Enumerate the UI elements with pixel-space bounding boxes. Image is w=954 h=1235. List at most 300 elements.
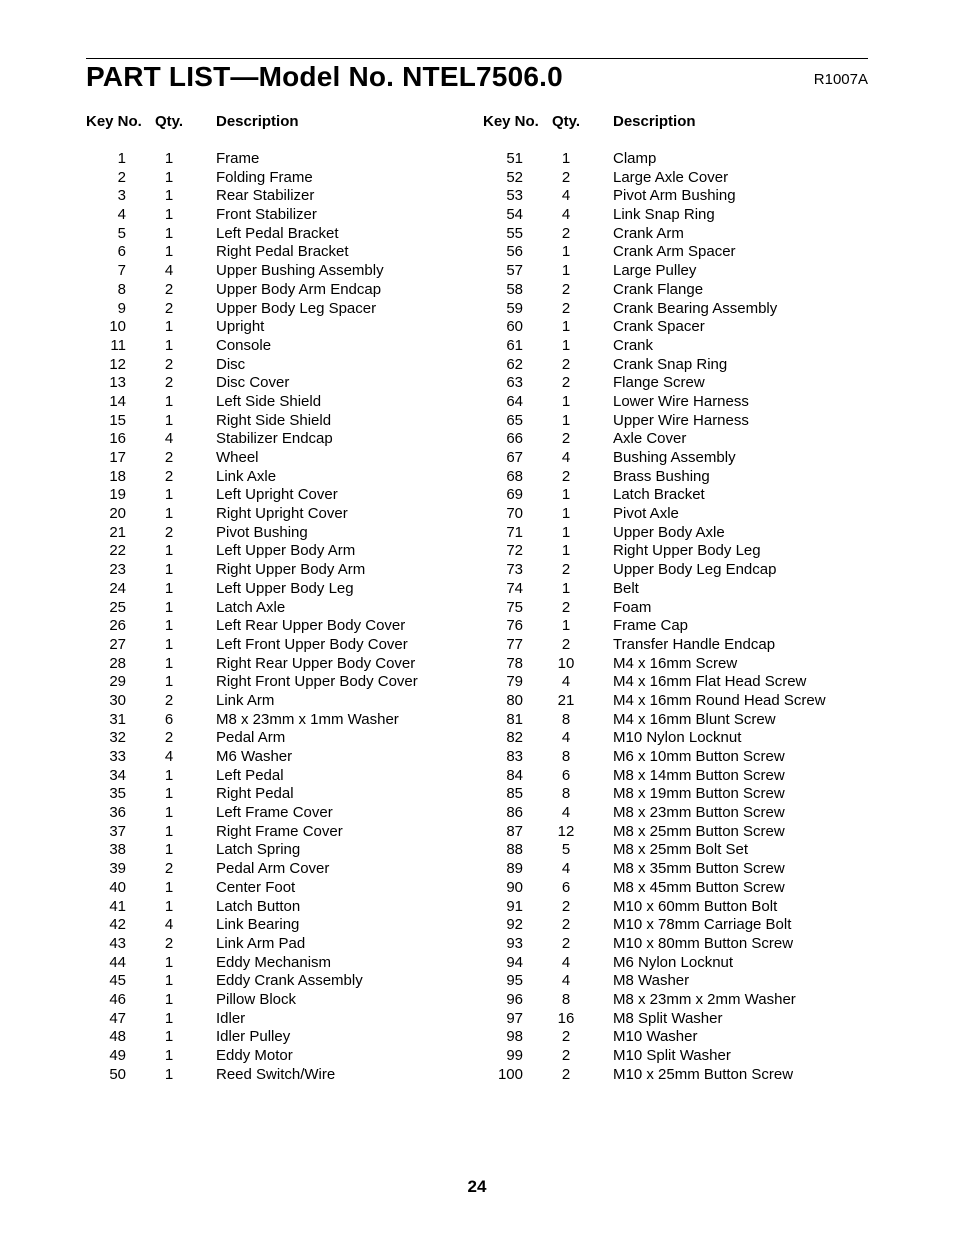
key-number-cell: 47 bbox=[109, 1009, 126, 1027]
description-cell: Brass Bushing bbox=[613, 467, 710, 485]
quantity-cell: 2 bbox=[164, 523, 174, 541]
table-row bbox=[483, 785, 883, 804]
quantity-cell: 4 bbox=[561, 729, 571, 747]
description-cell: Upper Body Arm Endcap bbox=[216, 280, 382, 298]
description-cell: Right Side Shield bbox=[216, 411, 332, 429]
key-number-cell: 72 bbox=[506, 542, 523, 560]
quantity-cell: 1 bbox=[561, 262, 571, 280]
quantity-cell: 2 bbox=[561, 897, 571, 915]
description-cell: M8 Washer bbox=[613, 972, 690, 990]
key-number-cell: 29 bbox=[109, 673, 126, 691]
table-row bbox=[483, 711, 883, 730]
key-number-cell: 55 bbox=[506, 224, 523, 242]
description-cell: Upper Body Leg Spacer bbox=[216, 299, 377, 317]
description-cell: Lower Wire Harness bbox=[613, 392, 749, 410]
description-cell: Upper Body Leg Endcap bbox=[613, 561, 777, 579]
quantity-cell: 2 bbox=[561, 168, 571, 186]
description-cell: Upper Bushing Assembly bbox=[216, 262, 384, 280]
key-number-cell: 54 bbox=[506, 206, 523, 224]
description-cell: Left Upright Cover bbox=[216, 486, 338, 504]
table-row bbox=[483, 879, 883, 898]
table-row bbox=[483, 356, 883, 375]
table-header bbox=[483, 112, 883, 134]
table-row bbox=[86, 711, 486, 730]
key-number-cell: 15 bbox=[109, 411, 126, 429]
quantity-cell: 4 bbox=[561, 187, 571, 205]
table-row bbox=[86, 468, 486, 487]
description-cell: Left Front Upper Body Cover bbox=[216, 635, 408, 653]
description-cell: Transfer Handle Endcap bbox=[613, 635, 776, 653]
quantity-cell: 4 bbox=[164, 916, 174, 934]
quantity-cell: 1 bbox=[164, 206, 174, 224]
quantity-cell: 1 bbox=[164, 486, 174, 504]
table-row bbox=[483, 729, 883, 748]
quantity-cell: 4 bbox=[561, 972, 571, 990]
key-number-cell: 10 bbox=[109, 318, 126, 336]
table-row bbox=[86, 374, 486, 393]
page-number: 24 bbox=[467, 1177, 487, 1196]
quantity-cell: 1 bbox=[164, 392, 174, 410]
table-row bbox=[86, 1047, 486, 1066]
quantity-cell: 8 bbox=[561, 748, 571, 765]
key-number-cell: 58 bbox=[506, 280, 523, 298]
description-cell: M4 x 16mm Round Head Screw bbox=[613, 691, 826, 709]
description-cell: Console bbox=[216, 336, 272, 354]
key-number-cell: 74 bbox=[506, 579, 523, 597]
key-number-cell: 30 bbox=[109, 691, 126, 709]
quantity-cell: 1 bbox=[561, 486, 571, 504]
description-cell: Left Pedal Bracket bbox=[216, 224, 339, 242]
description-cell: M6 x 10mm Button Screw bbox=[613, 748, 785, 765]
description-cell: Latch Bracket bbox=[613, 486, 705, 504]
quantity-cell: 1 bbox=[164, 953, 174, 971]
table-row bbox=[483, 991, 883, 1010]
table-row bbox=[483, 300, 883, 319]
key-number-cell: 76 bbox=[506, 617, 523, 635]
quantity-cell: 2 bbox=[164, 729, 174, 747]
table-row bbox=[86, 767, 486, 786]
key-number-cell: 2 bbox=[117, 168, 126, 186]
quantity-cell: 1 bbox=[561, 318, 571, 336]
key-number-cell: 49 bbox=[109, 1047, 126, 1064]
quantity-cell: 1 bbox=[164, 505, 174, 523]
description-cell: M10 x 78mm Carriage Bolt bbox=[613, 916, 792, 934]
description-cell: Right Upper Body Arm bbox=[216, 561, 366, 579]
description-cell: M8 x 23mm x 1mm Washer bbox=[216, 710, 399, 728]
table-row bbox=[86, 729, 486, 748]
description-cell: Stabilizer Endcap bbox=[216, 430, 333, 448]
table-row bbox=[483, 561, 883, 580]
key-number-cell: 57 bbox=[506, 262, 523, 280]
parts-table-right bbox=[483, 112, 883, 1083]
key-number-cell: 22 bbox=[109, 542, 126, 560]
description-cell: M10 x 60mm Button Bolt bbox=[613, 897, 778, 915]
key-number-cell: 28 bbox=[109, 654, 126, 672]
quantity-cell: 6 bbox=[164, 710, 174, 728]
description-cell: Left Upper Body Arm bbox=[216, 542, 356, 560]
description-cell: Idler Pulley bbox=[216, 1028, 291, 1046]
key-number-cell: 93 bbox=[506, 934, 523, 952]
table-row bbox=[483, 449, 883, 468]
quantity-cell: 2 bbox=[561, 561, 571, 579]
quantity-cell: 1 bbox=[561, 617, 571, 635]
table-row bbox=[86, 225, 486, 244]
table-row bbox=[483, 580, 883, 599]
quantity-cell: 1 bbox=[561, 505, 571, 523]
quantity-cell: 1 bbox=[164, 972, 174, 990]
table-row bbox=[86, 412, 486, 431]
key-number-cell: 12 bbox=[109, 355, 126, 373]
table-row bbox=[86, 524, 486, 543]
key-number-cell: 73 bbox=[506, 561, 523, 579]
quantity-cell: 10 bbox=[557, 654, 575, 672]
key-number-cell: 48 bbox=[109, 1028, 126, 1046]
description-cell: Frame bbox=[216, 150, 260, 167]
quantity-cell: 1 bbox=[164, 224, 174, 242]
table-row bbox=[86, 673, 486, 692]
table-row bbox=[483, 486, 883, 505]
key-number-cell: 87 bbox=[506, 822, 523, 840]
description-cell: Left Rear Upper Body Cover bbox=[216, 617, 406, 635]
key-number-cell: 39 bbox=[109, 860, 126, 878]
table-body bbox=[483, 150, 883, 1084]
table-row bbox=[483, 692, 883, 711]
quantity-cell: 2 bbox=[561, 1047, 571, 1064]
quantity-cell: 2 bbox=[164, 860, 174, 878]
table-row bbox=[483, 1010, 883, 1029]
table-row bbox=[483, 935, 883, 954]
quantity-cell: 1 bbox=[164, 1028, 174, 1046]
quantity-cell: 2 bbox=[561, 355, 571, 373]
quantity-cell: 2 bbox=[164, 374, 174, 392]
key-number-cell: 97 bbox=[506, 1009, 523, 1027]
quantity-cell: 1 bbox=[164, 897, 174, 915]
description-cell: M8 x 19mm Button Screw bbox=[613, 785, 785, 803]
quantity-cell: 2 bbox=[164, 934, 174, 952]
quantity-cell: 4 bbox=[164, 430, 174, 448]
key-number-cell: 63 bbox=[506, 374, 523, 392]
key-number-cell: 99 bbox=[506, 1047, 523, 1064]
key-number-cell: 13 bbox=[109, 374, 126, 392]
key-number-cell: 61 bbox=[506, 336, 523, 354]
quantity-cell: 6 bbox=[561, 878, 571, 896]
quantity-cell: 1 bbox=[561, 150, 571, 167]
key-number-cell: 64 bbox=[506, 392, 523, 410]
description-cell: Idler bbox=[216, 1009, 246, 1027]
table-row bbox=[86, 356, 486, 375]
key-number-cell: 8 bbox=[117, 280, 126, 298]
table-row bbox=[86, 617, 486, 636]
quantity-cell: 1 bbox=[164, 168, 174, 186]
quantity-cell: 2 bbox=[561, 280, 571, 298]
key-number-cell: 86 bbox=[506, 804, 523, 822]
table-row bbox=[483, 860, 883, 879]
key-number-cell: 92 bbox=[506, 916, 523, 934]
quantity-cell: 8 bbox=[561, 710, 571, 728]
table-row bbox=[86, 505, 486, 524]
description-cell: Pedal Arm bbox=[216, 729, 286, 747]
description-cell: M8 x 14mm Button Screw bbox=[613, 766, 785, 784]
quantity-cell: 1 bbox=[164, 598, 174, 616]
description-cell: M8 Split Washer bbox=[613, 1009, 723, 1027]
key-number-cell: 84 bbox=[506, 766, 523, 784]
description-cell: M8 x 23mm Button Screw bbox=[613, 804, 785, 822]
table-row bbox=[86, 991, 486, 1010]
quantity-cell: 1 bbox=[561, 523, 571, 541]
key-number-cell: 3 bbox=[117, 187, 126, 205]
table-row bbox=[86, 486, 486, 505]
quantity-cell: 2 bbox=[561, 430, 571, 448]
document-code: R1007A bbox=[813, 71, 868, 88]
description-cell: Right Frame Cover bbox=[216, 822, 343, 840]
table-row bbox=[483, 1028, 883, 1047]
quantity-cell: 2 bbox=[561, 299, 571, 317]
table-row bbox=[86, 206, 486, 225]
key-number-cell: 82 bbox=[506, 729, 523, 747]
quantity-cell: 2 bbox=[561, 934, 571, 952]
quantity-cell: 1 bbox=[164, 542, 174, 560]
quantity-cell: 1 bbox=[561, 243, 571, 261]
quantity-cell: 2 bbox=[164, 355, 174, 373]
quantity-cell: 1 bbox=[164, 635, 174, 653]
key-number-cell: 4 bbox=[117, 206, 126, 224]
quantity-cell: 2 bbox=[561, 916, 571, 934]
description-cell: Crank Snap Ring bbox=[613, 355, 728, 373]
key-number-cell: 5 bbox=[117, 224, 126, 242]
description-cell: Right Rear Upper Body Cover bbox=[216, 654, 416, 672]
key-number-cell: 70 bbox=[506, 505, 523, 523]
table-row bbox=[86, 542, 486, 561]
header-qty: Qty. bbox=[155, 113, 184, 130]
key-number-cell: 17 bbox=[109, 449, 126, 466]
quantity-cell: 2 bbox=[164, 449, 174, 466]
top-rule bbox=[86, 58, 868, 59]
description-cell: Link Axle bbox=[216, 467, 277, 485]
key-number-cell: 31 bbox=[109, 710, 126, 728]
key-number-cell: 69 bbox=[506, 486, 523, 504]
description-cell: Pivot Arm Bushing bbox=[613, 187, 736, 205]
table-row bbox=[86, 841, 486, 860]
table-row bbox=[86, 804, 486, 823]
table-row bbox=[86, 449, 486, 468]
header-description: Description bbox=[216, 113, 299, 130]
description-cell: Front Stabilizer bbox=[216, 206, 317, 224]
quantity-cell: 12 bbox=[557, 822, 575, 840]
key-number-cell: 44 bbox=[109, 953, 126, 971]
description-cell: Belt bbox=[613, 579, 639, 597]
description-cell: Frame Cap bbox=[613, 617, 689, 635]
table-body bbox=[86, 150, 486, 1084]
quantity-cell: 1 bbox=[164, 990, 174, 1008]
key-number-cell: 100 bbox=[497, 1065, 523, 1083]
key-number-cell: 77 bbox=[506, 635, 523, 653]
key-number-cell: 67 bbox=[506, 449, 523, 466]
description-cell: Rear Stabilizer bbox=[216, 187, 315, 205]
description-cell: Left Pedal bbox=[216, 766, 284, 784]
table-row bbox=[483, 599, 883, 618]
key-number-cell: 65 bbox=[506, 411, 523, 429]
description-cell: M10 Washer bbox=[613, 1028, 698, 1046]
table-row bbox=[86, 561, 486, 580]
key-number-cell: 80 bbox=[506, 691, 523, 709]
quantity-cell: 1 bbox=[164, 1009, 174, 1027]
table-row bbox=[483, 206, 883, 225]
description-cell: M4 x 16mm Blunt Screw bbox=[613, 710, 776, 728]
quantity-cell: 1 bbox=[164, 411, 174, 429]
table-row bbox=[86, 430, 486, 449]
key-number-cell: 79 bbox=[506, 673, 523, 691]
table-row bbox=[483, 748, 883, 767]
quantity-cell: 4 bbox=[561, 673, 571, 691]
key-number-cell: 14 bbox=[109, 392, 126, 410]
description-cell: Large Axle Cover bbox=[613, 168, 729, 186]
key-number-cell: 9 bbox=[117, 299, 126, 317]
description-cell: Reed Switch/Wire bbox=[216, 1065, 336, 1083]
key-number-cell: 78 bbox=[506, 654, 523, 672]
table-row bbox=[483, 655, 883, 674]
description-cell: Link Bearing bbox=[216, 916, 300, 934]
quantity-cell: 1 bbox=[164, 766, 174, 784]
key-number-cell: 62 bbox=[506, 355, 523, 373]
quantity-cell: 1 bbox=[164, 318, 174, 336]
quantity-cell: 2 bbox=[561, 467, 571, 485]
description-cell: Pedal Arm Cover bbox=[216, 860, 330, 878]
description-cell: M10 Nylon Locknut bbox=[613, 729, 742, 747]
table-row bbox=[483, 898, 883, 917]
description-cell: M4 x 16mm Screw bbox=[613, 654, 738, 672]
quantity-cell: 1 bbox=[164, 841, 174, 859]
quantity-cell: 2 bbox=[164, 691, 174, 709]
quantity-cell: 8 bbox=[561, 990, 571, 1008]
description-cell: M8 x 25mm Button Screw bbox=[613, 822, 785, 840]
quantity-cell: 8 bbox=[561, 785, 571, 803]
key-number-cell: 18 bbox=[109, 467, 126, 485]
quantity-cell: 4 bbox=[561, 860, 571, 878]
quantity-cell: 16 bbox=[557, 1009, 575, 1027]
description-cell: Right Upright Cover bbox=[216, 505, 348, 523]
table-row bbox=[86, 187, 486, 206]
quantity-cell: 1 bbox=[164, 1047, 174, 1064]
description-cell: Upper Wire Harness bbox=[613, 411, 749, 429]
table-row bbox=[483, 393, 883, 412]
key-number-cell: 68 bbox=[506, 467, 523, 485]
description-cell: Link Arm bbox=[216, 691, 275, 709]
description-cell: Latch Axle bbox=[216, 598, 286, 616]
quantity-cell: 4 bbox=[561, 953, 571, 971]
key-number-cell: 45 bbox=[109, 972, 126, 990]
key-number-cell: 52 bbox=[506, 168, 523, 186]
quantity-cell: 4 bbox=[164, 748, 174, 765]
parts-table-left bbox=[86, 112, 486, 1083]
key-number-cell: 89 bbox=[506, 860, 523, 878]
table-row bbox=[86, 243, 486, 262]
description-cell: Left Side Shield bbox=[216, 392, 322, 410]
key-number-cell: 38 bbox=[109, 841, 126, 859]
key-number-cell: 66 bbox=[506, 430, 523, 448]
key-number-cell: 41 bbox=[109, 897, 126, 915]
table-row bbox=[86, 692, 486, 711]
table-row bbox=[86, 262, 486, 281]
key-number-cell: 83 bbox=[506, 748, 523, 765]
description-cell: M6 Nylon Locknut bbox=[613, 953, 734, 971]
description-cell: M8 x 23mm x 2mm Washer bbox=[613, 990, 796, 1008]
table-row bbox=[483, 972, 883, 991]
key-number-cell: 96 bbox=[506, 990, 523, 1008]
key-number-cell: 7 bbox=[117, 262, 126, 280]
table-row bbox=[483, 1066, 883, 1085]
description-cell: M10 x 25mm Button Screw bbox=[613, 1065, 794, 1083]
key-number-cell: 91 bbox=[506, 897, 523, 915]
description-cell: Eddy Crank Assembly bbox=[216, 972, 363, 990]
quantity-cell: 2 bbox=[164, 280, 174, 298]
key-number-cell: 34 bbox=[109, 766, 126, 784]
quantity-cell: 1 bbox=[164, 822, 174, 840]
description-cell: Crank Arm Spacer bbox=[613, 243, 736, 261]
table-row bbox=[483, 954, 883, 973]
table-row bbox=[86, 169, 486, 188]
description-cell: Folding Frame bbox=[216, 168, 313, 186]
key-number-cell: 46 bbox=[109, 990, 126, 1008]
header-key-no: Key No. bbox=[483, 113, 539, 130]
quantity-cell: 1 bbox=[164, 561, 174, 579]
key-number-cell: 94 bbox=[506, 953, 523, 971]
key-number-cell: 35 bbox=[109, 785, 126, 803]
table-row bbox=[86, 879, 486, 898]
key-number-cell: 1 bbox=[117, 150, 126, 167]
description-cell: Right Front Upper Body Cover bbox=[216, 673, 418, 691]
quantity-cell: 1 bbox=[561, 411, 571, 429]
table-row bbox=[86, 337, 486, 356]
description-cell: Crank Arm bbox=[613, 224, 684, 242]
table-row bbox=[483, 318, 883, 337]
description-cell: Bushing Assembly bbox=[613, 449, 736, 466]
quantity-cell: 1 bbox=[164, 673, 174, 691]
key-number-cell: 11 bbox=[110, 336, 126, 354]
header-qty: Qty. bbox=[552, 113, 581, 130]
table-row bbox=[86, 580, 486, 599]
description-cell: Disc bbox=[216, 355, 246, 373]
key-number-cell: 24 bbox=[109, 579, 126, 597]
table-row bbox=[483, 337, 883, 356]
key-number-cell: 36 bbox=[109, 804, 126, 822]
quantity-cell: 1 bbox=[164, 878, 174, 896]
description-cell: Eddy Motor bbox=[216, 1047, 293, 1064]
page-title: PART LIST—Model No. NTEL7506.0 bbox=[86, 61, 563, 92]
key-number-cell: 51 bbox=[506, 150, 523, 167]
key-number-cell: 20 bbox=[109, 505, 126, 523]
key-number-cell: 37 bbox=[109, 822, 126, 840]
key-number-cell: 98 bbox=[506, 1028, 523, 1046]
table-row bbox=[86, 860, 486, 879]
table-row bbox=[483, 767, 883, 786]
table-row bbox=[483, 412, 883, 431]
table-row bbox=[483, 636, 883, 655]
quantity-cell: 4 bbox=[164, 262, 174, 280]
table-row bbox=[86, 300, 486, 319]
quantity-cell: 4 bbox=[561, 449, 571, 466]
description-cell: Left Upper Body Leg bbox=[216, 579, 354, 597]
description-cell: M8 x 25mm Bolt Set bbox=[613, 841, 749, 859]
quantity-cell: 1 bbox=[164, 785, 174, 803]
quantity-cell: 2 bbox=[561, 374, 571, 392]
description-cell: Axle Cover bbox=[613, 430, 687, 448]
description-cell: Crank Spacer bbox=[613, 318, 705, 336]
table-row bbox=[483, 524, 883, 543]
description-cell: Right Upper Body Leg bbox=[613, 542, 761, 560]
key-number-cell: 19 bbox=[109, 486, 126, 504]
description-cell: Pillow Block bbox=[216, 990, 297, 1008]
table-row bbox=[86, 281, 486, 300]
